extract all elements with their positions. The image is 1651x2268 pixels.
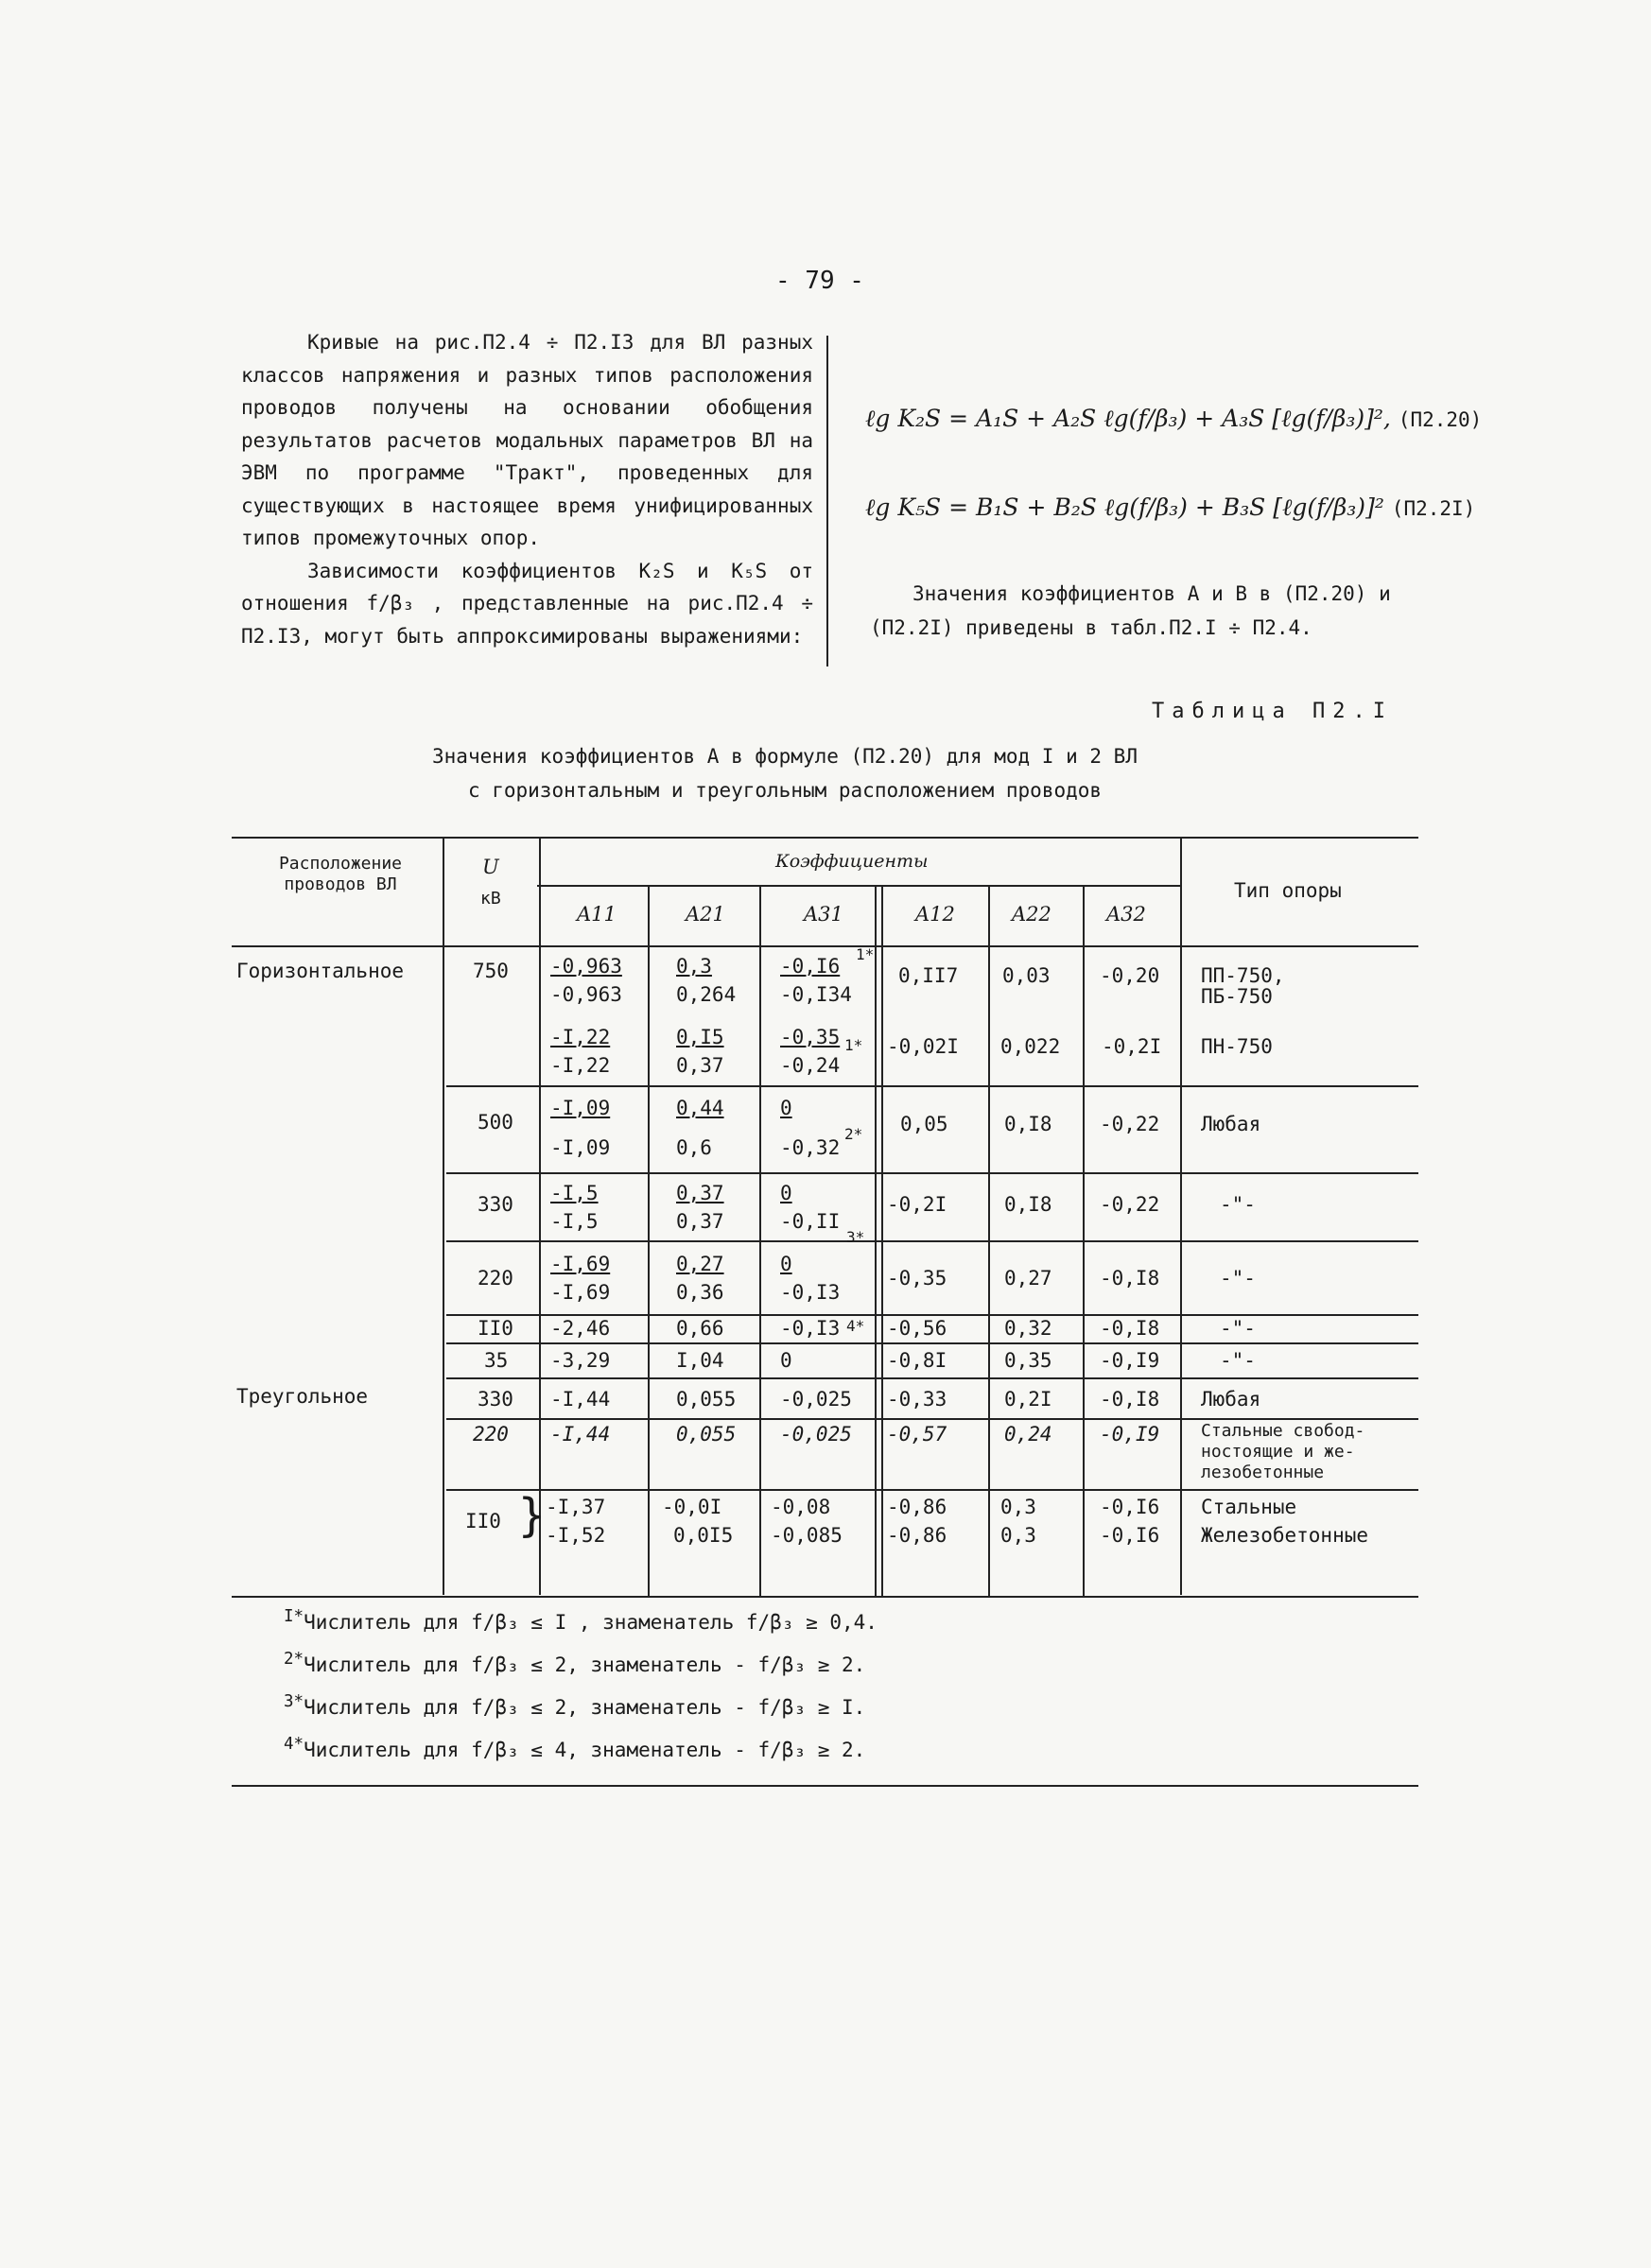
- header-voltage-unit: кВ: [480, 889, 501, 909]
- cell-a21-den: 0,37: [676, 1210, 724, 1233]
- voltage-500: 500: [478, 1111, 513, 1134]
- cell-a11-num: -I,22: [550, 1026, 611, 1048]
- header-a12: A12: [915, 903, 955, 926]
- footnote-mark: 2*: [844, 1125, 863, 1143]
- rule-500: [446, 1172, 1418, 1174]
- voltage-330: 330: [478, 1193, 513, 1216]
- caption-line-2: с горизонтальным и треугольным расположением проводов: [467, 779, 1103, 802]
- cell-a22: 0,3: [1000, 1524, 1036, 1547]
- paragraph-2: Зависимости коэффициентов K₂S и K₅S от отношения f/β₃ , представленные на рис.П2.4 ÷ П2.I3, могут быть аппроксимированы выражениями:: [241, 559, 813, 648]
- cell-a11: -I,44: [550, 1388, 611, 1411]
- cell-a12: -0,02I: [887, 1035, 959, 1058]
- cell-a11-den: -I,69: [550, 1281, 611, 1304]
- cell-a22: 0,I8: [1004, 1193, 1052, 1216]
- cell-a21: -0,0I: [662, 1496, 722, 1518]
- cell-a12: -0,86: [887, 1496, 947, 1518]
- cell-a32: -0,20: [1100, 964, 1160, 987]
- footnote-2: [284, 1650, 865, 1676]
- cell-a32: -0,I6: [1100, 1496, 1160, 1518]
- cell-a21: I,04: [676, 1349, 724, 1372]
- cell-a31: -0,085: [771, 1524, 843, 1547]
- cell-a21-num: 0,44: [676, 1097, 724, 1119]
- cell-a12: -0,33: [887, 1388, 947, 1411]
- cell-a11-num: -I,09: [550, 1097, 611, 1119]
- cell-a31: 0: [780, 1349, 792, 1372]
- footnote-mark: 2*: [284, 1650, 304, 1669]
- rule-35: [446, 1377, 1418, 1379]
- left-column: [241, 326, 813, 652]
- footnote-mark: 3*: [846, 1228, 865, 1246]
- cell-a21-num: 0,3: [676, 955, 712, 978]
- vline-arrangement: [443, 839, 444, 1595]
- cell-a11: -3,29: [550, 1349, 611, 1372]
- cell-a11-den: -I,5: [550, 1210, 599, 1233]
- cell-a11: -I,37: [546, 1496, 606, 1518]
- cell-a31-num: 0: [780, 1182, 792, 1204]
- cell-support-type: Стальные свобод-: [1201, 1421, 1365, 1441]
- formula-p2-21: [865, 493, 1475, 522]
- right-column-text: Значения коэффициентов A и B в (П2.20) и (П2.2I) приведены в табл.П2.I ÷ П2.4.: [870, 582, 1391, 639]
- header-coefficients: Коэффициенты: [775, 851, 929, 872]
- cell-a31: -0,025: [780, 1388, 852, 1411]
- cell-a11-num: -I,5: [550, 1182, 599, 1204]
- voltage-t220: 220: [473, 1423, 509, 1446]
- caption-line-1: Значения коэффициентов A в формуле (П2.20) для мод I и 2 ВЛ: [432, 745, 1138, 768]
- vline-a21: [759, 887, 761, 1596]
- rule-110: [446, 1342, 1418, 1344]
- page-number: - 79 -: [775, 267, 864, 295]
- cell-a31-num: 0: [780, 1253, 792, 1275]
- cell-a11-den: -I,09: [550, 1136, 611, 1159]
- cell-a12: -0,8I: [887, 1349, 947, 1372]
- cell-a11-num: -I,69: [550, 1253, 611, 1275]
- footnote-1: [284, 1607, 878, 1634]
- cell-a31: -0,I3: [780, 1317, 841, 1340]
- formula-2-number: (П2.2I): [1391, 497, 1476, 520]
- rule-t330: [446, 1418, 1418, 1420]
- cell-a31: -0,08: [771, 1496, 831, 1518]
- table-top-rule: [232, 837, 1418, 839]
- cell-support-type: ПП-750,: [1201, 964, 1285, 987]
- cell-a22: 0,022: [1000, 1035, 1061, 1058]
- cell-a22: 0,35: [1004, 1349, 1052, 1372]
- vline-a11: [648, 887, 650, 1596]
- cell-a21-den: 0,36: [676, 1281, 724, 1304]
- cell-a22: 0,3: [1000, 1496, 1036, 1518]
- cell-a21-num: 0,37: [676, 1182, 724, 1204]
- rule-750: [446, 1085, 1418, 1087]
- cell-a12: 0,II7: [898, 964, 959, 987]
- footnote-mark: 4*: [284, 1735, 304, 1754]
- cell-support-type-2: ПБ-750: [1201, 985, 1273, 1008]
- cell-a31-num: -0,I6: [780, 955, 841, 978]
- rule-220: [446, 1314, 1418, 1316]
- footnote-mark: 4*: [846, 1317, 865, 1335]
- cell-a22: 0,32: [1004, 1317, 1052, 1340]
- cell-support-type: Железобетонные: [1201, 1524, 1369, 1547]
- cell-a22: 0,03: [1002, 964, 1051, 987]
- rule-t220: [446, 1489, 1418, 1491]
- table-bottom-rule: [232, 1596, 1418, 1598]
- cell-a22: 0,24: [1004, 1423, 1052, 1446]
- cell-a21: 0,0I5: [673, 1524, 734, 1547]
- voltage-35: 35: [484, 1349, 509, 1372]
- footnote-mark: 3*: [284, 1692, 304, 1711]
- cell-support-type: Любая: [1201, 1388, 1261, 1411]
- cell-support-type: Любая: [1201, 1113, 1261, 1135]
- formula-1-number: (П2.20): [1398, 408, 1483, 431]
- vline-voltage: [539, 839, 541, 1595]
- cell-a11: -2,46: [550, 1317, 611, 1340]
- footnote-mark: 1*: [844, 1036, 863, 1054]
- cell-support-type: Стальные: [1201, 1496, 1297, 1518]
- cell-a31-den: -0,I34: [780, 983, 852, 1006]
- cell-a22: 0,27: [1004, 1267, 1052, 1290]
- cell-support-type: -"-: [1220, 1193, 1256, 1216]
- cell-a21-num: 0,I5: [676, 1026, 724, 1048]
- cell-a12: 0,05: [900, 1113, 948, 1135]
- footnote-text: Числитель для f/β₃ ≤ I , знаменатель f/β₃ ≥ 0,4.: [304, 1611, 878, 1634]
- header-a32: A32: [1106, 903, 1146, 926]
- formula-1: ℓg K₂S = A₁S + A₂S ℓg(f/β₃) + A₃S [ℓg(f/β₃)]²,: [865, 405, 1391, 432]
- cell-support-type: ПН-750: [1201, 1035, 1273, 1058]
- cell-a12: -0,57: [887, 1423, 947, 1446]
- cell-a31-den: -0,I3: [780, 1281, 841, 1304]
- header-support-type: Тип опоры: [1234, 879, 1342, 902]
- cell-a32: -0,I9: [1100, 1349, 1160, 1372]
- cell-support-type-3: лезобетонные: [1201, 1463, 1325, 1482]
- cell-a11: -I,52: [546, 1524, 606, 1547]
- cell-a31-num: 0: [780, 1097, 792, 1119]
- footnote-4: [284, 1735, 865, 1761]
- footnote-mark: I*: [284, 1607, 304, 1626]
- cell-a11: -I,44: [550, 1423, 611, 1446]
- cell-a21-den: 0,264: [676, 983, 737, 1006]
- cell-a21-num: 0,27: [676, 1253, 724, 1275]
- cell-a32: -0,I8: [1100, 1317, 1160, 1340]
- column-divider: [826, 336, 828, 667]
- group-horizontal: Горизонтальное: [236, 960, 405, 982]
- header-a31: A31: [804, 903, 843, 926]
- cell-support-type: -"-: [1220, 1317, 1256, 1340]
- table-caption: [312, 739, 1258, 807]
- cell-a32: -0,I8: [1100, 1388, 1160, 1411]
- footnote-text: Числитель для f/β₃ ≤ 2, знаменатель - f/β₃ ≥ I.: [304, 1696, 866, 1719]
- cell-a32: -0,I8: [1100, 1267, 1160, 1290]
- cell-a12: -0,86: [887, 1524, 947, 1547]
- cell-a21: 0,66: [676, 1317, 724, 1340]
- voltage-110: II0: [478, 1317, 513, 1340]
- group-triangular: Треугольное: [236, 1385, 369, 1408]
- cell-support-type: -"-: [1220, 1349, 1256, 1372]
- table-label: Таблица П2.I: [1152, 700, 1393, 723]
- cell-a21-den: 0,37: [676, 1054, 724, 1077]
- cell-a21: 0,055: [676, 1423, 737, 1446]
- cell-a21-den: 0,6: [676, 1136, 712, 1159]
- footnote-3: [284, 1692, 865, 1719]
- header-a22: A22: [1012, 903, 1051, 926]
- cell-a32: -0,22: [1100, 1113, 1160, 1135]
- footnote-text: Числитель для f/β₃ ≤ 2, знаменатель - f/β₃ ≥ 2.: [304, 1653, 866, 1676]
- cell-a31: -0,025: [780, 1423, 852, 1446]
- header-a21: A21: [686, 903, 725, 926]
- footnote-text: Числитель для f/β₃ ≤ 4, знаменатель - f/β₃ ≥ 2.: [304, 1739, 866, 1761]
- cell-a22: 0,I8: [1004, 1113, 1052, 1135]
- header-arrangement: Расположение проводов ВЛ: [278, 854, 403, 894]
- header-a11: A11: [577, 903, 617, 926]
- cell-a32: -0,2I: [1102, 1035, 1162, 1058]
- cell-a31-num: -0,35: [780, 1026, 841, 1048]
- cell-a11-num: -0,963: [550, 955, 622, 978]
- cell-a11-den: -I,22: [550, 1054, 611, 1077]
- brace-icon: }: [518, 1489, 546, 1542]
- cell-a12: -0,35: [887, 1267, 947, 1290]
- footnotes-bottom-rule: [232, 1785, 1418, 1787]
- formula-p2-20: [865, 405, 1482, 433]
- cell-support-type-2: ностоящие и же-: [1201, 1442, 1355, 1462]
- cell-a21: 0,055: [676, 1388, 737, 1411]
- cell-a31-den: -0,24: [780, 1054, 841, 1077]
- cell-a12: -0,2I: [887, 1193, 947, 1216]
- cell-a31-den: -0,32: [780, 1136, 841, 1159]
- cell-support-type: -"-: [1220, 1267, 1256, 1290]
- voltage-t330: 330: [478, 1388, 513, 1411]
- cell-a32: -0,I6: [1100, 1524, 1160, 1547]
- cell-a32: -0,I9: [1100, 1423, 1160, 1446]
- header-voltage-u: U: [482, 856, 499, 878]
- cell-a11-den: -0,963: [550, 983, 622, 1006]
- cell-a31-den: -0,II: [780, 1210, 841, 1233]
- cell-a32: -0,22: [1100, 1193, 1160, 1216]
- paragraph-1: Кривые на рис.П2.4 ÷ П2.I3 для ВЛ разных классов напряжения и разных типов расположения проводов получены на основании обобщения результатов расчетов модальных параметров ВЛ на ЭВМ по программе "Тракт", проведенных для существующих в настоящее время унифицированных типов промежуточных опор.: [241, 331, 813, 549]
- formula-2: ℓg K₅S = B₁S + B₂S ℓg(f/β₃) + B₃S [ℓg(f/β₃)]²: [865, 493, 1384, 521]
- voltage-220: 220: [478, 1267, 513, 1290]
- footnote-mark: 1*: [856, 945, 875, 963]
- cell-a12: -0,56: [887, 1317, 947, 1340]
- cell-a22: 0,2I: [1004, 1388, 1052, 1411]
- voltage-750: 750: [473, 960, 509, 982]
- voltage-t110: II0: [465, 1510, 501, 1532]
